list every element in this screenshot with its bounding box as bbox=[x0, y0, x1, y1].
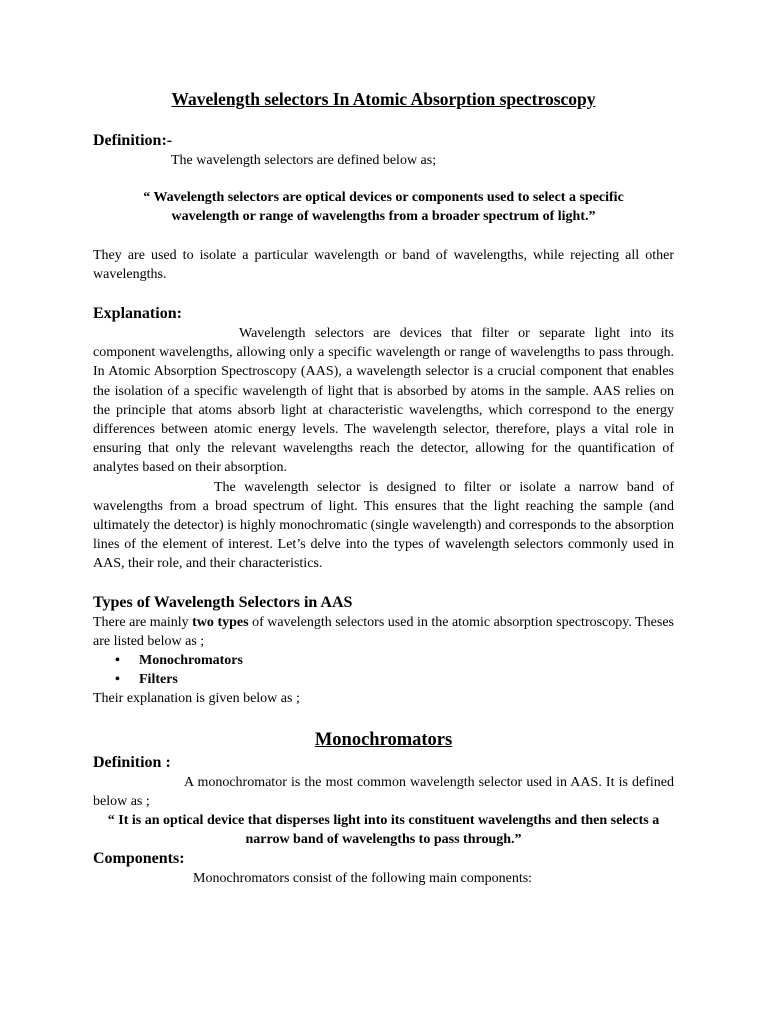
components-heading: Components: bbox=[93, 850, 185, 868]
explanation-para-2-text: The wavelength selector is designed to filter or isolate a narrow band of wavelengths from a broad spectrum of light. This ensures that the light reaching the sample (and ultimately the detector) is highly monochromatic (single wavelength) and corresponds to the absorption lines of the element of interest. Let’s delve into the types of wavelength selectors commonly used in AAS, their role, and their characteristics. bbox=[93, 479, 674, 572]
mono-definition-text bbox=[93, 773, 674, 811]
types-intro-end: of wavelength selectors used in the atomic absorption spectroscopy. Theses are listed below as ; bbox=[93, 614, 674, 649]
list-item-label: Filters bbox=[139, 672, 178, 688]
types-intro-bold: two types bbox=[192, 614, 249, 630]
bullet-icon: • bbox=[115, 653, 120, 669]
list-item bbox=[93, 670, 674, 689]
definition-intro: The wavelength selectors are defined below as; bbox=[171, 153, 437, 168]
mono-definition-heading: Definition : bbox=[93, 753, 171, 771]
definition-after: They are used to isolate a particular wavelength or band of wavelengths, while rejecting all other wavelengths. bbox=[93, 247, 674, 282]
types-list bbox=[93, 651, 674, 689]
components-text bbox=[93, 869, 674, 888]
monochromators-heading: Monochromators bbox=[314, 729, 453, 750]
document-title: Wavelength selectors In Atomic Absorption spectroscopy bbox=[171, 89, 596, 109]
components-text-body: Monochromators consist of the following main components: bbox=[193, 871, 533, 887]
explanation-para-1 bbox=[93, 324, 674, 478]
definition-quote: “ Wavelength selectors are optical devices or components used to select a specific wavelength or range of wavelengths from a broader spectrum of light.” bbox=[143, 190, 624, 225]
list-item bbox=[93, 651, 674, 670]
document-page bbox=[93, 88, 674, 889]
bullet-icon: • bbox=[115, 672, 120, 688]
types-intro-start: There are mainly bbox=[93, 614, 193, 630]
mono-definition-text-body: A monochromator is the most common wavelength selector used in AAS. It is defined below as ; bbox=[93, 774, 674, 809]
explanation-para-1-text: Wavelength selectors are devices that filter or separate light into its component wavelengths, allowing only a specific wavelength or range of wavelengths to pass through. In Atomic Absorption Spectroscopy (AAS), a wavelength selector is a crucial component that enables the isolation of a specific wavelength of light that is absorbed by atoms in the sample. AAS relies on the principle that atoms absorb light at characteristic wavelengths, which correspond to the energy differences between atomic energy levels. The wavelength selector, therefore, plays a vital role in ensuring that only the relevant wavelengths reach the detector, allowing for the quantification of analytes based on their absorption. bbox=[93, 326, 674, 476]
list-item-label: Monochromators bbox=[139, 653, 243, 669]
types-intro bbox=[93, 613, 674, 651]
explanation-heading: Explanation: bbox=[93, 305, 182, 323]
definition-heading: Definition:- bbox=[93, 132, 173, 149]
explanation-para-2 bbox=[93, 478, 674, 574]
types-outro: Their explanation is given below as ; bbox=[93, 691, 300, 707]
mono-definition-quote: “ It is an optical device that disperses light into its constituent wavelengths and then selects a narrow band of wavelengths to pass through.” bbox=[107, 813, 660, 848]
types-heading: Types of Wavelength Selectors in AAS bbox=[93, 593, 353, 611]
